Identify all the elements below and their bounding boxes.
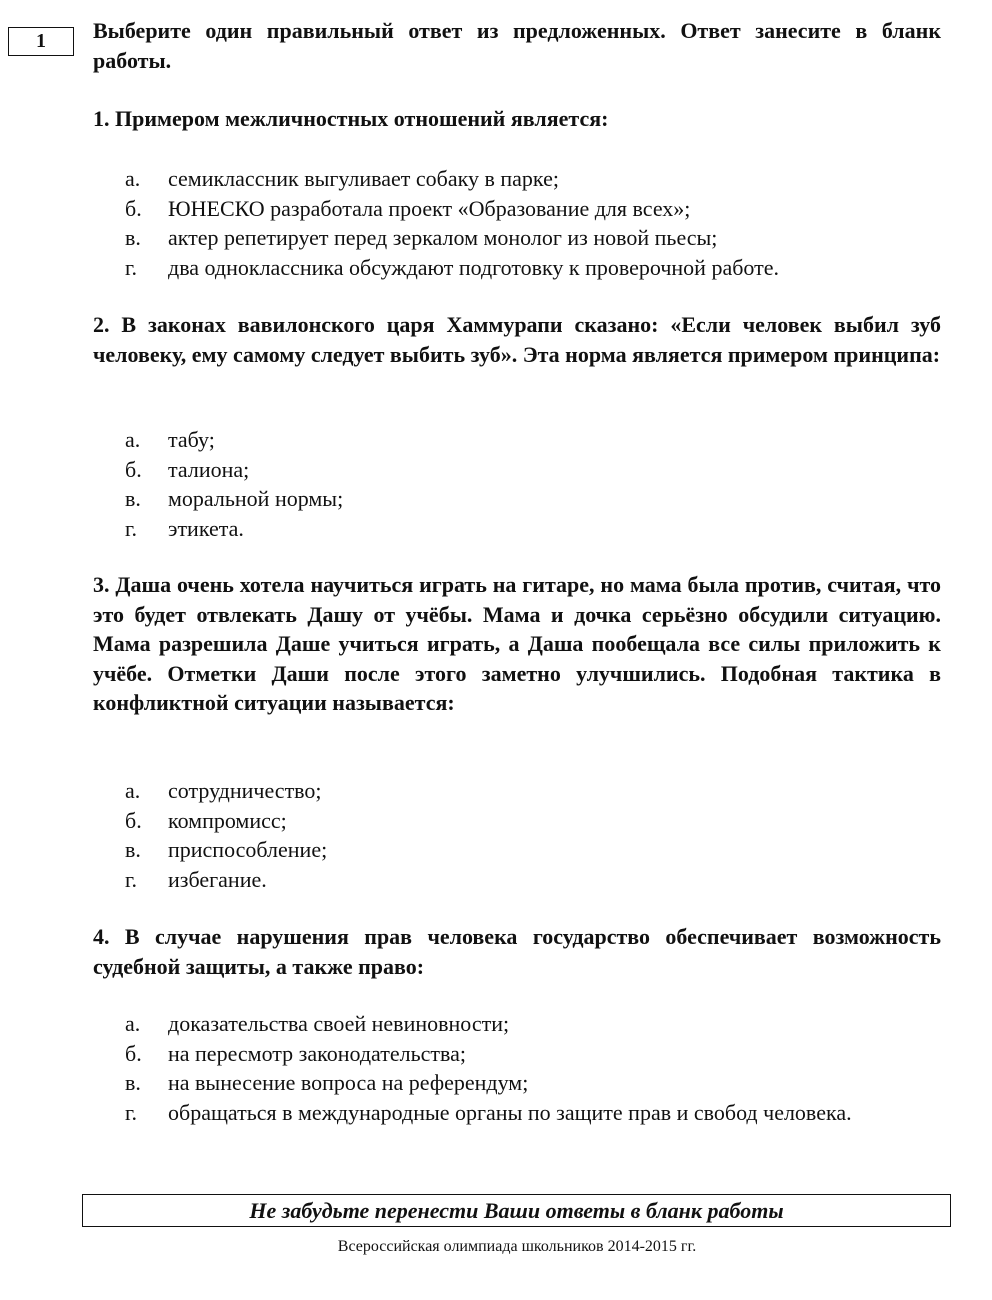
instruction-text: Выберите один правильный ответ из предложенных. Ответ занесите в бланк работы. <box>93 18 941 73</box>
option-text: талиона; <box>168 456 250 482</box>
option <box>125 1098 941 1128</box>
option <box>125 1068 941 1098</box>
option-text: ЮНЕСКО разработала проект «Образование для всех»; <box>168 195 691 221</box>
page-footer: Всероссийская олимпиада школьников 2014-2015 гг. <box>337 1238 697 1255</box>
question-1: 1. Примером межличностных отношений является: <box>93 106 609 131</box>
option <box>125 425 941 455</box>
question-2-options <box>125 425 941 543</box>
option <box>125 806 941 836</box>
option-text: сотрудничество; <box>168 778 322 803</box>
option-letter: в. <box>125 486 141 511</box>
question-2: 2. В законах вавилонского царя Хаммурапи сказано: «Если человек выбил зуб человеку, ему самому следует выбить зуб». Эта норма является примером принципа: <box>93 312 941 367</box>
option <box>125 194 941 224</box>
option-text: доказательства своей невиновности; <box>168 1011 510 1036</box>
option-text: моральной нормы; <box>168 486 344 511</box>
option <box>125 865 941 895</box>
option <box>125 455 941 485</box>
option-letter: б. <box>125 1040 142 1066</box>
question-3-options <box>125 776 941 894</box>
question-3: 3. Даша очень хотела научиться играть на гитаре, но мама была против, считая, что это будет отвлекать Дашу от учёбы. Мама и дочка серьёзно обсудили ситуацию. Мама разрешила Даше учиться играть, а Даша пообещала все силы приложить к учёбе. Отметки Даши после этого заметно улучшились. Подобная тактика в конфликтной ситуации называется: <box>93 572 941 715</box>
option-letter: б. <box>125 195 142 221</box>
option-text: обращаться в международные органы по защите прав и свобод человека. <box>168 1099 852 1125</box>
question-4: 4. В случае нарушения прав человека государство обеспечивает возможность судебной защиты, а также право: <box>93 924 941 979</box>
option-letter: г. <box>125 866 138 892</box>
option-letter: а. <box>125 1011 141 1036</box>
option <box>125 1039 941 1069</box>
option-text: на пересмотр законодательства; <box>168 1040 466 1066</box>
option-text: избегание. <box>168 866 267 892</box>
option-letter: а. <box>125 166 141 191</box>
option-letter: б. <box>125 807 142 833</box>
option-letter: г. <box>125 254 138 280</box>
option <box>125 484 941 514</box>
option-letter: а. <box>125 427 141 452</box>
option-letter: в. <box>125 1070 141 1095</box>
option-letter: б. <box>125 456 142 482</box>
question-4-options <box>125 1009 941 1127</box>
option-text: на вынесение вопроса на референдум; <box>168 1070 529 1095</box>
reminder-box: Не забудьте перенести Ваши ответы в бланк работы <box>82 1194 951 1227</box>
option-letter: в. <box>125 225 141 250</box>
option-letter: а. <box>125 778 141 803</box>
option-text: компромисс; <box>168 807 287 833</box>
option <box>125 1009 941 1039</box>
option-text: два одноклассника обсуждают подготовку к проверочной работе. <box>168 254 779 280</box>
option <box>125 835 941 865</box>
option <box>125 164 941 194</box>
option-text: актер репетирует перед зеркалом монолог из новой пьесы; <box>168 225 718 250</box>
option <box>125 253 941 283</box>
option-letter: г. <box>125 1099 138 1125</box>
option-letter: г. <box>125 515 138 541</box>
task-number-box: 1 <box>8 27 74 56</box>
question-1-options <box>125 164 941 282</box>
option-text: семиклассник выгуливает собаку в парке; <box>168 166 559 191</box>
option <box>125 514 941 544</box>
option <box>125 223 941 253</box>
option-text: приспособление; <box>168 837 328 862</box>
option-text: этикета. <box>168 515 244 541</box>
option-letter: в. <box>125 837 141 862</box>
option-text: табу; <box>168 427 215 452</box>
option <box>125 776 941 806</box>
